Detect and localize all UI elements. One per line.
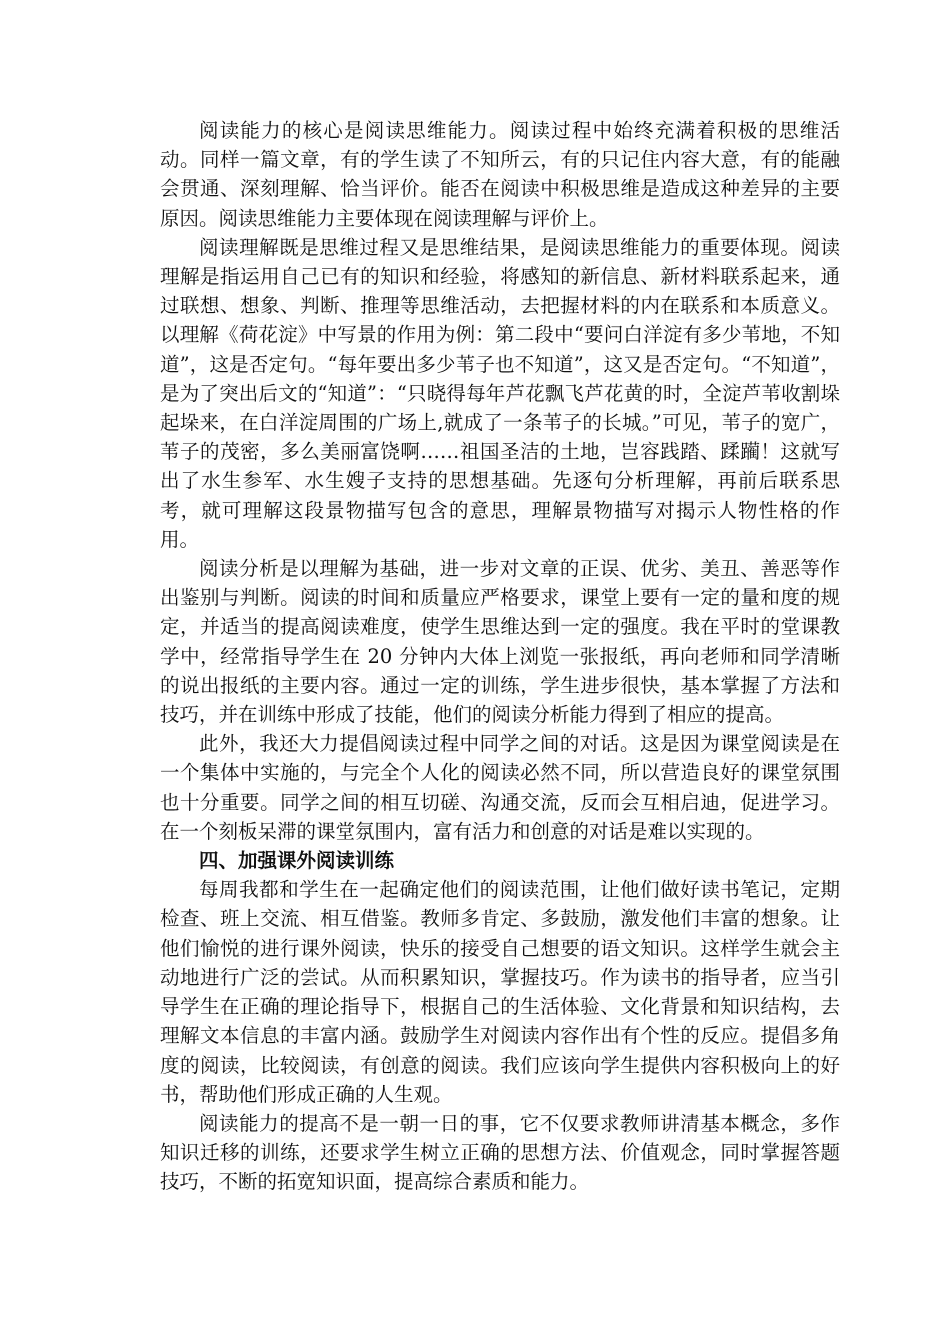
paragraph-reading-analysis: 阅读分析是以理解为基础，进一步对文章的正误、优劣、美丑、善恶等作出鉴别与判断。阅读的时间和质量应严格要求，课堂上要有一定的量和度的规定，并适当的提高阅读难度，使学生思维达到一定的强度。我在平时的堂课教学中，经常指导学生在 20 分钟内大体上浏览一张报纸，再向老师和同学清晰的说出报纸的主要内容。通过一定的训练，学生进步很快，基本掌握了方法和技巧，并在训练中形成了技能，他们的阅读分析能力得到了相应的提高。: [160, 557, 840, 727]
paragraph-reading-comprehension: 阅读理解既是思维过程又是思维结果，是阅读思维能力的重要体现。阅读理解是指运用自己已有的知识和经验，将感知的新信息、新材料联系起来，通过联想、想象、判断、推理等思维活动，去把握材料的内在联系和本质意义。以理解《荷花淀》中写景的作用为例：第二段中“要问白洋淀有多少苇地，不知道”，这是否定句。“每年要出多少苇子也不知道”，这又是否定句。“不知道”，是为了突出后文的“知道”：“只晓得每年芦花飘飞芦花黄的时，全淀芦苇收割垛起垛来，在白洋淀周围的广场上,就成了一条苇子的长城。”可见，苇子的宽广，苇子的茂密，多么美丽富饶啊……祖国圣洁的土地，岂容践踏、蹂躏！这就写出了水生参军、水生嫂子支持的思想基础。先逐句分析理解，再前后联系思考，就可理解这段景物描写包含的意思，理解景物描写对揭示人物性格的作用。: [160, 235, 840, 551]
document-body: [160, 116, 840, 1197]
paragraph-conclusion: 阅读能力的提高不是一朝一日的事，它不仅要求教师讲清基本概念，多作知识迁移的训练，还要求学生树立正确的思想方法、价值观念，同时掌握答题技巧，不断的拓宽知识面，提高综合素质和能力。: [160, 1111, 840, 1194]
paragraph-extracurricular-reading: 每周我都和学生在一起确定他们的阅读范围，让他们做好读书笔记，定期检查、班上交流、相互借鉴。教师多肯定、多鼓励，激发他们丰富的想象。让他们愉悦的进行课外阅读，快乐的接受自己想要的语文知识。这样学生就会主动地进行广泛的尝试。从而积累知识，掌握技巧。作为读书的指导者，应当引导学生在正确的理论指导下，根据自己的生活体验、文化背景和知识结构，去理解文本信息的丰富内涵。鼓励学生对阅读内容作出有个性的反应。提倡多角度的阅读，比较阅读，有创意的阅读。我们应该向学生提供内容积极向上的好书，帮助他们形成正确的人生观。: [160, 878, 840, 1106]
paragraph-classroom-dialogue: 此外，我还大力提倡阅读过程中同学之间的对话。这是因为课堂阅读是在一个集体中实施的，与完全个人化的阅读必然不同，所以营造良好的课堂氛围也十分重要。同学之间的相互切磋、沟通交流，反而会互相启迪，促进学习。在一个刻板呆滞的课堂氛围内，富有活力和创意的对话是难以实现的。: [160, 732, 840, 843]
section-heading: 四、加强课外阅读训练: [199, 849, 395, 873]
paragraph-reading-thinking: 阅读能力的核心是阅读思维能力。阅读过程中始终充满着积极的思维活动。同样一篇文章，有的学生读了不知所云，有的只记住内容大意，有的能融会贯通、深刻理解、恰当评价。能否在阅读中积极思维是造成这种差异的主要原因。阅读思维能力主要体现在阅读理解与评价上。: [160, 119, 840, 230]
